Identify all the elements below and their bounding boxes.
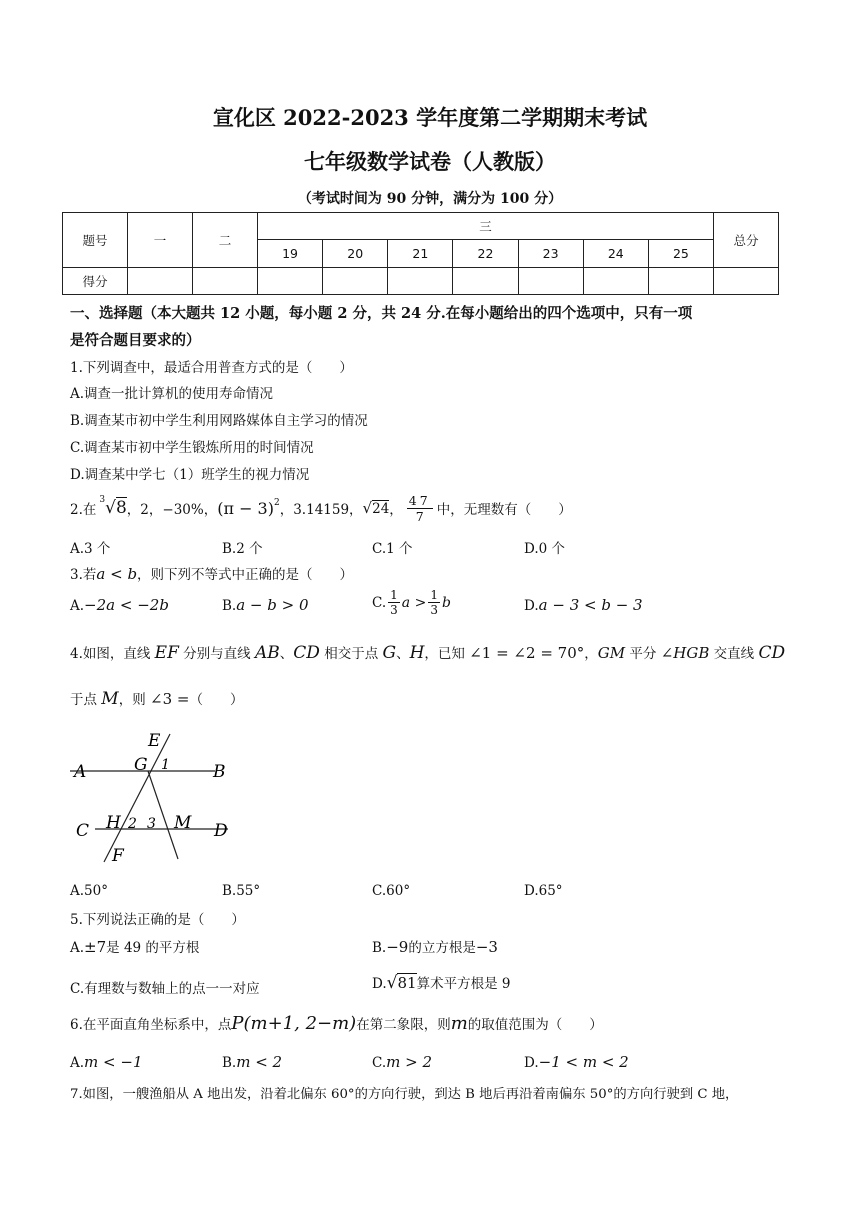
q5-option-d <box>372 972 510 993</box>
score-cell <box>583 267 648 294</box>
q5-option-c: C.有理数与数轴上的点一一对应 <box>70 981 260 997</box>
q4-math: EF <box>154 643 179 663</box>
q2-cbrt-radicand: 8 <box>115 498 127 518</box>
q4-math: ∠1 = ∠2 = 70° <box>469 644 585 662</box>
q5-a-label: A. <box>70 940 85 956</box>
sub-col-23: 23 <box>518 240 583 267</box>
q2-option-d: D.0 个 <box>524 541 566 557</box>
q3-c-end: b <box>441 594 451 611</box>
score-table <box>62 212 779 295</box>
q4-text: 分别与直线 <box>178 646 255 662</box>
radical-icon: √ <box>386 973 398 993</box>
q1-option-b: B.调查某市初中学生利用网路媒体自主学习的情况 <box>70 413 368 429</box>
q2-frac-den: 7 <box>415 508 424 524</box>
sub-col-24: 24 <box>583 240 648 267</box>
q2-option-a: A.3 个 <box>70 541 111 557</box>
score-cell <box>453 267 518 294</box>
q6-stem-point: P(m+1, 2−m) <box>231 1013 357 1034</box>
q4-math: CD <box>293 643 320 663</box>
q5-a-math: ±7 <box>84 938 107 956</box>
q4-text: ，已知 <box>424 646 470 662</box>
q2-comma: ， <box>389 502 403 518</box>
q2-suffix: 中，无理数有（ ） <box>436 502 572 518</box>
section-three-header: 三 <box>258 213 714 240</box>
q4-text: ， <box>584 646 598 662</box>
sub-col-21: 21 <box>388 240 453 267</box>
q4-option-d: D.65° <box>524 883 563 899</box>
q3-a-label: A. <box>70 598 85 614</box>
q5-stem: 5.下列说法正确的是（ ） <box>70 912 245 928</box>
q3-c-frac-1 <box>388 588 400 617</box>
q6-c-label: C. <box>372 1055 387 1071</box>
section-heading: 一、选择题（本大题共 12 小题，每小题 2 分，共 24 分.在每小题给出的四个选项中，只有一项 <box>70 305 693 322</box>
q4-option-c: C.60° <box>372 883 411 899</box>
q4-math: G <box>382 643 397 663</box>
q5-d-text: 算术平方根是 9 <box>416 976 511 992</box>
q6-stem-mid: 在第二象限，则 <box>356 1017 451 1033</box>
q6-d-label: D. <box>524 1055 539 1071</box>
q4-text: 平分 <box>625 646 661 662</box>
q3-option-d <box>524 596 643 614</box>
label-m: M <box>174 813 192 833</box>
label-c: C <box>76 821 90 841</box>
q4-math: CD <box>758 643 786 663</box>
q3-d-math: a − 3 < b − 3 <box>538 596 643 614</box>
label-e: E <box>148 731 161 751</box>
q6-stem-suffix: 的取值范围为（ ） <box>467 1017 603 1033</box>
score-cell <box>258 267 323 294</box>
q5-option-a <box>70 936 199 956</box>
sub-col-25: 25 <box>648 240 713 267</box>
score-cell <box>648 267 713 294</box>
q6-stem-var: m <box>450 1013 468 1034</box>
q5-d-radicand: 81 <box>397 974 417 992</box>
q3-c-label: C. <box>372 594 387 611</box>
q5-b-label: B. <box>372 940 387 956</box>
q3-c-mid: a > <box>401 594 427 611</box>
tihao-header: 题号 <box>63 213 128 268</box>
q2-pi-sup: 2 <box>273 498 280 508</box>
q3-c-frac-den: 3 <box>390 603 398 617</box>
q2-stem <box>70 490 572 526</box>
q6-option-b <box>222 1053 282 1071</box>
label-d: D <box>214 821 228 841</box>
label-b: B <box>213 762 226 782</box>
q4-text: 相交于点 <box>319 646 383 662</box>
q5-b-math1: −9 <box>386 938 409 956</box>
label-1: 1 <box>161 757 170 773</box>
q7-stem: 7.如图，一艘渔船从 A 地出发，沿着北偏东 60°的方向行驶，到达 B 地后再沿着南偏东 50°的方向行驶到 C 地， <box>70 1087 739 1102</box>
q4-figure <box>70 724 240 874</box>
q6-option-c <box>372 1053 432 1071</box>
q4-text: 、 <box>279 646 294 662</box>
score-cell <box>193 267 258 294</box>
label-2: 2 <box>128 816 137 832</box>
q5-b-math2: −3 <box>475 938 498 956</box>
q2-frac-num: 47 <box>408 492 431 508</box>
section-two-header: 二 <box>193 213 258 268</box>
q4-math: ∠3 = <box>150 690 190 708</box>
q4-math: H <box>409 643 425 663</box>
sub-col-20: 20 <box>323 240 388 267</box>
label-g: G <box>134 755 148 775</box>
label-h: H <box>106 813 121 833</box>
score-cell <box>323 267 388 294</box>
line-ef <box>104 734 170 862</box>
q4-math: M <box>101 689 119 709</box>
label-3: 3 <box>147 816 156 832</box>
q2-cbrt-index: 3 <box>99 494 106 505</box>
q3-option-a <box>70 596 169 614</box>
exam-info: （考试时间为 90 分钟，满分为 100 分） <box>297 191 563 207</box>
exam-title: 宣化区 2022-2023 学年度第二学期期末考试 <box>212 105 648 130</box>
q4-option-a: A.50° <box>70 883 108 899</box>
q4-math: AB <box>254 643 280 663</box>
q4-text: 4.如图，直线 <box>70 646 155 662</box>
q2-prefix: 2.在 <box>70 502 97 518</box>
q5-a-text: 是 49 的平方根 <box>106 940 200 956</box>
q2-pi-expr: (π − 3) <box>217 498 274 518</box>
q4-text: 交直线 <box>709 646 759 662</box>
q4-option-b: B.55° <box>222 883 261 899</box>
q4-text: ，则 <box>118 692 151 708</box>
q2-fraction <box>407 493 433 524</box>
section-heading-cont: 是符合题目要求的） <box>70 332 201 349</box>
q6-b-math: m < 2 <box>236 1053 283 1071</box>
q3-c-frac-den: 3 <box>430 603 438 617</box>
q3-c-frac-num: 1 <box>390 588 398 602</box>
q3-option-c <box>372 588 451 617</box>
q4-text: 于点 <box>70 692 102 708</box>
q2-list-mid: ，2，−30%， <box>126 502 218 518</box>
q1-option-c: C.调查某市初中学生锻炼所用的时间情况 <box>70 440 314 456</box>
q3-c-frac-2 <box>428 588 440 617</box>
q6-stem <box>70 1013 603 1034</box>
q6-a-math: m < −1 <box>84 1053 143 1071</box>
q1-stem: 1.下列调查中，最适合用普查方式的是（ ） <box>70 360 353 376</box>
score-cell <box>128 267 193 294</box>
q2-list-after-pi: ，3.14159， <box>279 502 363 518</box>
q6-stem-prefix: 6.在平面直角坐标系中，点 <box>70 1017 232 1033</box>
total-header: 总分 <box>714 213 779 268</box>
q4-stem-line1 <box>70 642 785 663</box>
q2-option-c: C.1 个 <box>372 541 413 557</box>
q5-option-b <box>372 936 498 956</box>
q3-stem-suffix: ，则下列不等式中正确的是（ ） <box>137 567 354 583</box>
q3-stem-math: a < b <box>96 565 138 583</box>
q4-text: （ ） <box>189 692 244 708</box>
label-a: A <box>74 762 87 782</box>
sub-col-19: 19 <box>258 240 323 267</box>
q6-b-label: B. <box>222 1055 237 1071</box>
q3-a-math: −2a < −2b <box>84 596 169 614</box>
q3-option-b <box>222 596 309 614</box>
q4-stem-line2 <box>70 688 243 709</box>
defen-label: 得分 <box>63 267 128 294</box>
radical-icon: √ <box>105 498 116 518</box>
q3-d-label: D. <box>524 598 539 614</box>
q2-option-b: B.2 个 <box>222 541 263 557</box>
q6-a-label: A. <box>70 1055 85 1071</box>
q3-stem-prefix: 3.若 <box>70 567 97 583</box>
section-one-header: 一 <box>128 213 193 268</box>
sub-col-22: 22 <box>453 240 518 267</box>
q6-option-d <box>524 1053 629 1071</box>
score-cell <box>518 267 583 294</box>
q3-stem <box>70 563 353 583</box>
q4-math: GM <box>597 644 626 662</box>
q4-math: ∠HGB <box>660 644 710 662</box>
q5-d-label: D. <box>372 976 387 992</box>
radical-icon: √ <box>362 499 373 517</box>
q1-option-d: D.调查某中学七（1）班学生的视力情况 <box>70 467 310 483</box>
q2-sqrt-radicand: 24 <box>372 500 390 517</box>
score-cell <box>388 267 453 294</box>
q6-c-math: m > 2 <box>386 1053 433 1071</box>
q4-text: 、 <box>396 646 410 662</box>
total-score-cell <box>714 267 779 294</box>
q2-cube-root <box>99 494 127 518</box>
q1-option-a: A.调查一批计算机的使用寿命情况 <box>70 386 274 402</box>
label-f: F <box>112 846 124 866</box>
q3-b-label: B. <box>222 598 237 614</box>
q6-d-math: −1 < m < 2 <box>538 1053 629 1071</box>
q3-b-math: a − b > 0 <box>236 596 309 614</box>
exam-subtitle: 七年级数学试卷（人教版） <box>304 149 556 174</box>
q5-b-text: 的立方根是 <box>408 940 476 956</box>
q6-option-a <box>70 1053 143 1071</box>
q3-c-frac-num: 1 <box>430 588 438 602</box>
